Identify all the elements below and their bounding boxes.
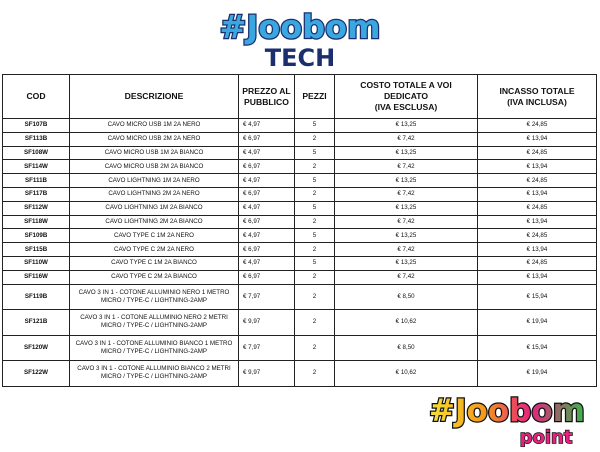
cell-incasso: € 24,85 <box>478 201 597 215</box>
cell-descrizione: CAVO 3 IN 1 - COTONE ALLUMINIO BIANCO 1 METRO MICRO / TYPE-C / LIGHTNING-2AMP <box>70 335 239 361</box>
cell-cod: SF121B <box>3 310 70 336</box>
bottom-logo-text: #Joobom <box>429 393 585 429</box>
cell-incasso: € 19,94 <box>478 310 597 336</box>
cell-prezzo: € 6,97 <box>239 243 295 257</box>
cell-pezzi: 2 <box>295 270 335 284</box>
cell-pezzi: 2 <box>295 160 335 174</box>
cell-descrizione: CAVO 3 IN 1 - COTONE ALLUMINIO BIANCO 2 METRI MICRO / TYPE-C / LIGHTNING-2AMP <box>70 361 239 387</box>
header-prezzo-line2: PUBBLICO <box>244 96 289 107</box>
cell-prezzo: € 4,97 <box>239 119 295 133</box>
table-row <box>3 201 597 215</box>
cell-incasso: € 13,94 <box>478 243 597 257</box>
joobom-tech-logo-icon <box>190 6 410 70</box>
table-row <box>3 160 597 174</box>
cell-costo: € 13,25 <box>335 229 478 243</box>
cell-incasso: € 24,85 <box>478 119 597 133</box>
cell-prezzo: € 6,97 <box>239 132 295 146</box>
cell-pezzi: 5 <box>295 201 335 215</box>
cell-pezzi: 2 <box>295 243 335 257</box>
cell-incasso: € 13,94 <box>478 160 597 174</box>
cell-incasso: € 13,94 <box>478 270 597 284</box>
cell-costo: € 7,42 <box>335 187 478 201</box>
cell-cod: SF120W <box>3 335 70 361</box>
cell-prezzo: € 6,97 <box>239 187 295 201</box>
cell-prezzo: € 6,97 <box>239 160 295 174</box>
cell-pezzi: 2 <box>295 132 335 146</box>
table-row <box>3 174 597 188</box>
cell-costo: € 7,42 <box>335 243 478 257</box>
header-prezzo <box>239 75 295 119</box>
cell-prezzo: € 4,97 <box>239 229 295 243</box>
cell-prezzo: € 7,97 <box>239 284 295 310</box>
table-row <box>3 361 597 387</box>
cell-costo: € 7,42 <box>335 270 478 284</box>
cell-prezzo: € 4,97 <box>239 201 295 215</box>
cell-prezzo: € 6,97 <box>239 270 295 284</box>
cell-incasso: € 19,94 <box>478 361 597 387</box>
cell-descrizione: CAVO TYPE C 2M 2A NERO <box>70 243 239 257</box>
cell-incasso: € 15,94 <box>478 284 597 310</box>
price-table <box>2 74 597 387</box>
table-header-row <box>3 75 597 119</box>
cell-descrizione: CAVO MICRO USB 2M 2A BIANCO <box>70 160 239 174</box>
header-costo-line2: (IVA ESCLUSA) <box>374 102 438 112</box>
cell-pezzi: 5 <box>295 119 335 133</box>
header-cod: COD <box>3 75 70 119</box>
table-row <box>3 284 597 310</box>
header-incasso-line1: INCASSO TOTALE <box>499 85 575 96</box>
cell-incasso: € 24,85 <box>478 229 597 243</box>
cell-costo: € 13,25 <box>335 146 478 160</box>
cell-descrizione: CAVO TYPE C 1M 2A NERO <box>70 229 239 243</box>
cell-cod: SF111B <box>3 174 70 188</box>
cell-cod: SF112W <box>3 201 70 215</box>
cell-descrizione: CAVO 3 IN 1 - COTONE ALLUMINIO NERO 2 METRI MICRO / TYPE-C / LIGHTNING-2AMP <box>70 310 239 336</box>
cell-pezzi: 2 <box>295 187 335 201</box>
cell-costo: € 13,25 <box>335 119 478 133</box>
brand-logo-top <box>0 6 600 70</box>
cell-pezzi: 5 <box>295 146 335 160</box>
table-row <box>3 146 597 160</box>
cell-prezzo: € 4,97 <box>239 256 295 270</box>
cell-pezzi: 5 <box>295 174 335 188</box>
top-logo-sub: TECH <box>264 44 336 70</box>
cell-cod: SF108W <box>3 146 70 160</box>
header-descrizione: DESCRIZIONE <box>70 75 239 119</box>
cell-cod: SF122W <box>3 361 70 387</box>
cell-descrizione: CAVO MICRO USB 1M 2A BIANCO <box>70 146 239 160</box>
table-row <box>3 215 597 229</box>
cell-descrizione: CAVO 3 IN 1 - COTONE ALLUMINIO NERO 1 METRO MICRO / TYPE-C / LIGHTNING-2AMP <box>70 284 239 310</box>
cell-prezzo: € 9,97 <box>239 361 295 387</box>
cell-incasso: € 15,94 <box>478 335 597 361</box>
table-body <box>3 119 597 387</box>
header-incasso <box>478 75 597 119</box>
table-row <box>3 243 597 257</box>
table-row <box>3 229 597 243</box>
cell-prezzo: € 6,97 <box>239 215 295 229</box>
cell-prezzo: € 7,97 <box>239 335 295 361</box>
table-row <box>3 310 597 336</box>
cell-cod: SF115B <box>3 243 70 257</box>
cell-pezzi: 2 <box>295 284 335 310</box>
joobom-point-logo-icon <box>418 385 596 447</box>
cell-cod: SF116W <box>3 270 70 284</box>
cell-cod: SF118W <box>3 215 70 229</box>
cell-costo: € 8,50 <box>335 335 478 361</box>
header-incasso-line2: (IVA INCLUSA) <box>507 96 567 107</box>
cell-descrizione: CAVO LIGHTNING 1M 2A BIANCO <box>70 201 239 215</box>
cell-incasso: € 13,94 <box>478 132 597 146</box>
table-row <box>3 270 597 284</box>
cell-cod: SF113B <box>3 132 70 146</box>
cell-cod: SF114W <box>3 160 70 174</box>
cell-descrizione: CAVO MICRO USB 2M 2A NERO <box>70 132 239 146</box>
cell-prezzo: € 4,97 <box>239 174 295 188</box>
cell-descrizione: CAVO TYPE C 1M 2A BIANCO <box>70 256 239 270</box>
cell-descrizione: CAVO LIGHTNING 2M 2A NERO <box>70 187 239 201</box>
cell-cod: SF107B <box>3 119 70 133</box>
header-prezzo-line1: PREZZO AL <box>242 85 291 96</box>
cell-costo: € 13,25 <box>335 174 478 188</box>
header-costo <box>335 75 478 119</box>
cell-pezzi: 5 <box>295 229 335 243</box>
cell-costo: € 13,25 <box>335 201 478 215</box>
cell-costo: € 7,42 <box>335 215 478 229</box>
top-logo-text: #Joobom <box>219 8 381 46</box>
cell-incasso: € 13,94 <box>478 215 597 229</box>
cell-descrizione: CAVO LIGHTNING 1M 2A NERO <box>70 174 239 188</box>
cell-costo: € 10,62 <box>335 361 478 387</box>
cell-cod: SF109B <box>3 229 70 243</box>
brand-logo-bottom <box>418 385 596 447</box>
cell-incasso: € 24,85 <box>478 256 597 270</box>
cell-costo: € 7,42 <box>335 132 478 146</box>
header-pezzi: PEZZI <box>295 75 335 119</box>
cell-costo: € 8,50 <box>335 284 478 310</box>
cell-costo: € 10,62 <box>335 310 478 336</box>
cell-pezzi: 5 <box>295 256 335 270</box>
cell-pezzi: 2 <box>295 215 335 229</box>
cell-descrizione: CAVO LIGHTNING 2M 2A BIANCO <box>70 215 239 229</box>
cell-costo: € 13,25 <box>335 256 478 270</box>
cell-pezzi: 2 <box>295 335 335 361</box>
cell-incasso: € 13,94 <box>478 187 597 201</box>
table-row <box>3 187 597 201</box>
cell-incasso: € 24,85 <box>478 146 597 160</box>
cell-cod: SF110W <box>3 256 70 270</box>
cell-pezzi: 2 <box>295 310 335 336</box>
cell-incasso: € 24,85 <box>478 174 597 188</box>
table-row <box>3 256 597 270</box>
cell-pezzi: 2 <box>295 361 335 387</box>
cell-descrizione: CAVO TYPE C 2M 2A BIANCO <box>70 270 239 284</box>
table-row <box>3 119 597 133</box>
table-row <box>3 132 597 146</box>
cell-cod: SF117B <box>3 187 70 201</box>
cell-cod: SF119B <box>3 284 70 310</box>
header-costo-line1: COSTO TOTALE A VOI DEDICATO <box>360 80 452 101</box>
table-row <box>3 335 597 361</box>
cell-prezzo: € 4,97 <box>239 146 295 160</box>
cell-prezzo: € 9,97 <box>239 310 295 336</box>
bottom-logo-sub: point <box>519 427 573 447</box>
cell-costo: € 7,42 <box>335 160 478 174</box>
cell-descrizione: CAVO MICRO USB 1M 2A NERO <box>70 119 239 133</box>
